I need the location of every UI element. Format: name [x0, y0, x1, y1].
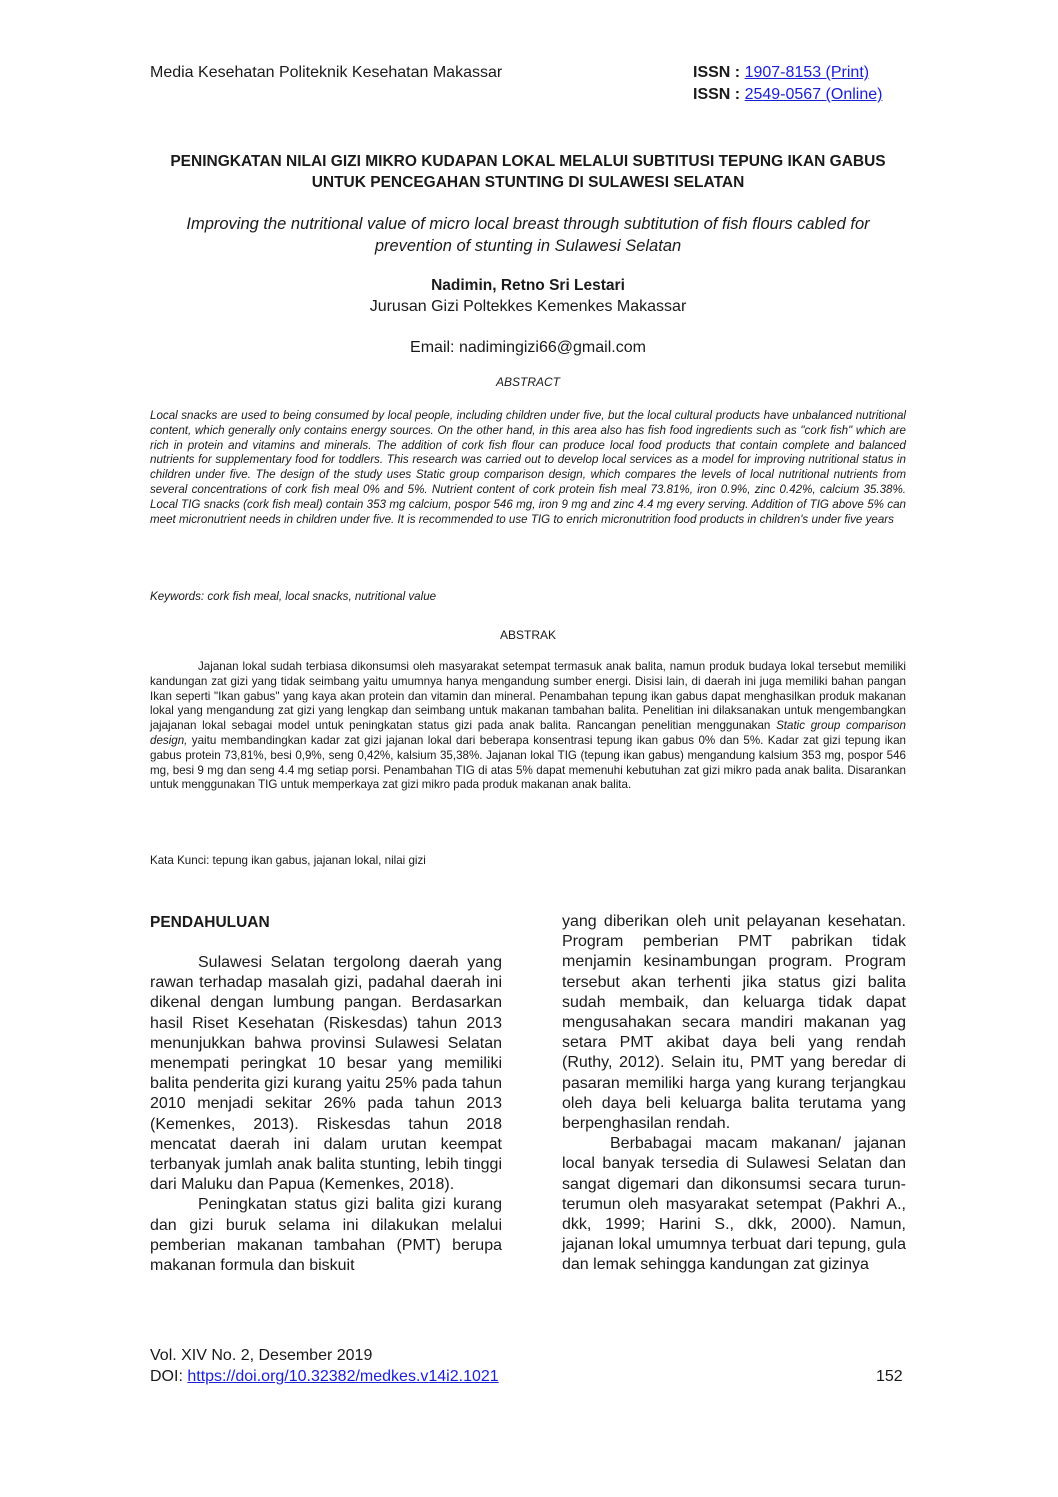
abstract-keywords: Keywords: cork fish meal, local snacks, nutritional value: [150, 590, 437, 603]
issn-online: [693, 86, 882, 104]
abstrak-heading: ABSTRAK: [499, 628, 556, 642]
section-heading: PENDAHULUAN: [150, 914, 270, 931]
abstrak-text: [150, 660, 906, 793]
paper-title: PENINGKATAN NILAI GIZI MIKRO KUDAPAN LOKAL MELALUI SUBTITUSI TEPUNG IKAN GABUS UNTUK PENCEGAHAN STUNTING DI SULAWESI SELATAN: [170, 153, 886, 191]
footer-doi: [150, 1368, 499, 1386]
abstrak-keywords: Kata Kunci: tepung ikan gabus, jajanan lokal, nilai gizi: [150, 854, 426, 867]
abstrak-text-part2: yaitu membandingkan kadar zat gizi jajanan lokal dari beberapa konsentrasi tepung ikan gabus 0% dan 5%. Kadar zat gizi tepung ikan gabus protein 73,81%, besi 0,9%, seng 0,42%, kalsium 35,38%. Jajanan lokal TIG (tepung ikan gabus) mengandung kalsium 353 mg, pospor 546 mg, besi 9 mg dan seng 4.4 mg setiap porsi. Penambahan TIG di atas 5% dapat memenuhi kebutuhan zat gizi mikro pada anak balita. Disarankan untuk menggunakan TIG untuk memperkaya zat gizi mikro pada produk makanan anak balita.: [150, 733, 906, 792]
affiliation: Jurusan Gizi Poltekkes Kemenkes Makassar: [369, 298, 687, 315]
abstract-heading: ABSTRACT: [495, 375, 560, 389]
doi-label: DOI:: [150, 1368, 188, 1385]
issn-online-link[interactable]: 2549-0567 (Online): [744, 86, 883, 103]
issn-label: ISSN :: [693, 86, 741, 103]
doi-link[interactable]: https://doi.org/10.32382/medkes.v14i2.1021: [187, 1368, 499, 1385]
issn-label: ISSN :: [693, 64, 741, 81]
column-left: [150, 953, 502, 1276]
paragraph: Berbabagai macam makanan/ jajanan local banyak tersedia di Sulawesi Selatan dan sangat digemari dan dikonsumsi secara turun-terumun oleh masyarakat setempat (Pakhri A., dkk, 1999; Harini S., dkk, 2000). Namun, jajanan lokal umumnya terbuat dari tepung, gula dan lemak sehingga kandungan zat gizinya: [562, 1135, 906, 1274]
paragraph: Peningkatan status gizi balita gizi kurang dan gizi buruk selama ini dilakukan melalui pemberian makanan tambahan (PMT) berupa makanan formula dan biskuit: [150, 1196, 502, 1275]
issn-print: [693, 64, 869, 82]
issn-print-link[interactable]: 1907-8153 (Print): [744, 64, 870, 81]
abstrak-text-italic: Static group comparison design,: [150, 719, 906, 747]
paper-subtitle-english: Improving the nutritional value of micro local breast through subtitution of fish flours cabled for prevention of stunting in Sulawesi Selatan: [186, 215, 870, 255]
paragraph: yang diberikan oleh unit pelayanan kesehatan. Program pemberian PMT pabrikan tidak menjamin kesinambungan program. Program tersebut akan terhenti jika status gizi balita sudah membaik, dan keluarga tidak dapat mengusahakan secara mandiri makanan yag setara PMT akibat daya beli yang rendah (Ruthy, 2012). Selain itu, PMT yang beredar di pasaran memiliki harga yang kurang terjangkau oleh daya beli keluarga balita terutama yang berpenghasilan rendah.: [562, 913, 906, 1133]
footer-volume: Vol. XIV No. 2, Desember 2019: [150, 1347, 373, 1364]
page-number: 152: [876, 1368, 903, 1385]
abstract-text: Local snacks are used to being consumed by local people, including children under five, but the local cultural products have unbalanced nutritional content, which generally only contains energy sources. On the other hand, in this area also has fish food ingredients such as "cork fish" which are rich in protein and vitamins and minerals. The addition of cork fish flour can produce local food products that contain complete and balanced nutrients for supplementary food for toddlers. This research was carried out to develop local services as a model for improving nutritional status in children under five. The design of the study uses Static group comparison design, which compares the levels of local nutritional nutrients from several concentrations of cork fish meal 0% and 5%. Nutrient content of cork protein fish meal 73.81%, iron 0.9%, zinc 0.42%, calcium 35.38%. Local TIG snacks (cork fish meal) contain 353 mg calcium, pospor 546 mg, iron 9 mg and zinc 4.4 mg every serving. Addition of TIG above 5% can meet micronutrient needs in children under five. It is recommended to use TIG to enrich micronutrition food products in children's under five years: [150, 409, 906, 526]
abstrak-text-part1: Jajanan lokal sudah terbiasa dikonsumsi oleh masyarakat setempat termasuk anak balita, namun produk budaya lokal tersebut memiliki kandungan zat gizi yang tidak seimbang yaitu umumnya hanya mengandung sumber energi. Disisi lain, di daerah ini juga memiliki bahan pangan Ikan seperti "Ikan gabus" yang kaya akan protein dan vitamin dan mineral. Penambahan tepung ikan gabus dapat menghasilkan produk makanan lokal yang mengandung zat gizi yang lengkap dan seimbang untuk makanan tambahan balita. Penelitian ini dilaksanakan untuk mengembangkan jajajanan lokal sebagai model untuk peningkatan status gizi pada anak balita. Rancangan penelitian menggunakan: [150, 660, 906, 733]
journal-name: Media Kesehatan Politeknik Kesehatan Makassar: [150, 64, 503, 81]
column-right: [562, 912, 906, 1276]
author-email: Email: nadimingizi66@gmail.com: [410, 339, 646, 356]
authors: Nadimin, Retno Sri Lestari: [431, 277, 625, 294]
paragraph: Sulawesi Selatan tergolong daerah yang rawan terhadap masalah gizi, padahal daerah ini dikenal dengan lumbung pangan. Berdasarkan hasil Riset Kesehatan (Riskesdas) tahun 2013 menunjukkan bahwa provinsi Sulawesi Selatan menempati peringkat 10 besar yang memiliki balita penderita gizi kurang yaitu 25% pada tahun 2010 menjadi sekitar 26% pada tahun 2013 (Kemenkes, 2013). Riskesdas tahun 2018 mencatat daerah ini dalam urutan keempat terbanyak jumlah anak balita stunting, lebih tinggi dari Maluku dan Papua (Kemenkes, 2018).: [150, 954, 502, 1194]
